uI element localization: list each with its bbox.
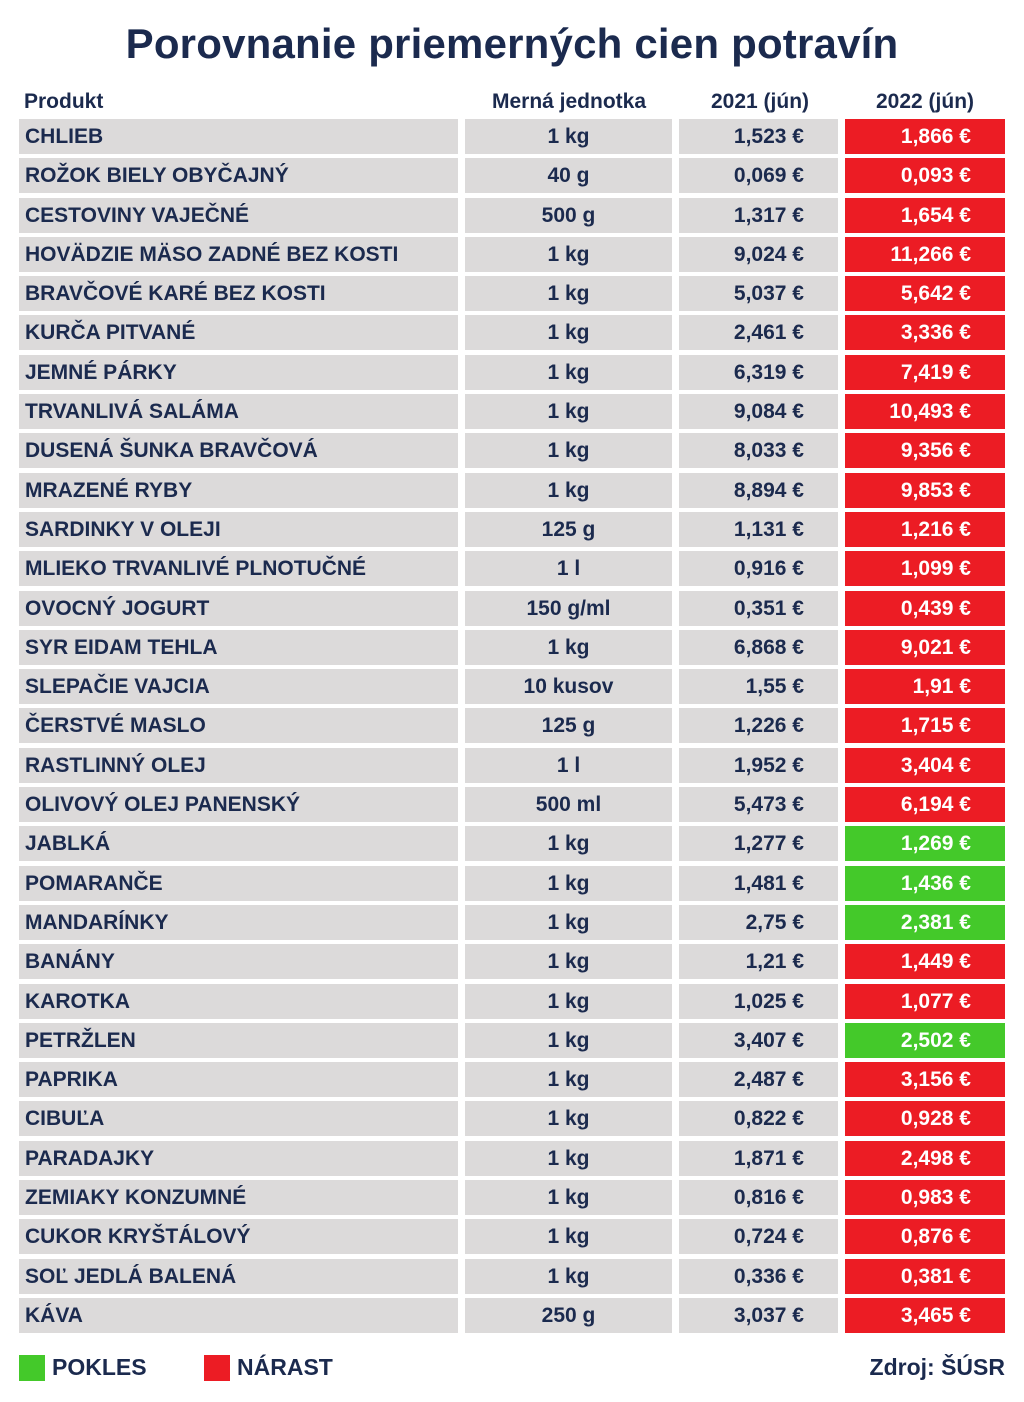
- unit-cell: 1 kg: [465, 1101, 672, 1136]
- table-row: [0, 237, 1024, 276]
- unit-cell: 125 g: [465, 512, 672, 547]
- unit-cell: 1 kg: [465, 1141, 672, 1176]
- price-2022-cell: 1,91 €: [845, 669, 1005, 704]
- price-2021-cell: 1,952 €: [679, 748, 838, 783]
- price-2021-cell: 1,025 €: [679, 984, 838, 1019]
- price-2021-cell: 0,351 €: [679, 591, 838, 626]
- product-cell: PAPRIKA: [19, 1062, 458, 1097]
- table-row: [0, 1259, 1024, 1298]
- product-cell: SLEPAČIE VAJCIA: [19, 669, 458, 704]
- unit-cell: 500 ml: [465, 787, 672, 822]
- table-row: [0, 1101, 1024, 1140]
- product-cell: HOVÄDZIE MÄSO ZADNÉ BEZ KOSTI: [19, 237, 458, 272]
- product-cell: ČERSTVÉ MASLO: [19, 708, 458, 743]
- price-2022-cell: 1,436 €: [845, 866, 1005, 901]
- table-row: [0, 119, 1024, 158]
- product-cell: JABLKÁ: [19, 826, 458, 861]
- price-2022-cell: 1,216 €: [845, 512, 1005, 547]
- table-row: [0, 1298, 1024, 1337]
- legend-increase-label: NÁRAST: [237, 1354, 333, 1380]
- price-2022-cell: 0,093 €: [845, 158, 1005, 193]
- unit-cell: 10 kusov: [465, 669, 672, 704]
- unit-cell: 250 g: [465, 1298, 672, 1333]
- product-cell: KURČA PITVANÉ: [19, 315, 458, 350]
- unit-cell: 500 g: [465, 198, 672, 233]
- price-2021-cell: 6,319 €: [679, 355, 838, 390]
- header-2022: 2022 (jún): [875, 90, 975, 113]
- product-cell: CESTOVINY VAJEČNÉ: [19, 198, 458, 233]
- price-2022-cell: 6,194 €: [845, 787, 1005, 822]
- product-cell: SYR EIDAM TEHLA: [19, 630, 458, 665]
- product-cell: POMARANČE: [19, 866, 458, 901]
- product-cell: SOĽ JEDLÁ BALENÁ: [19, 1259, 458, 1294]
- price-2021-cell: 8,033 €: [679, 433, 838, 468]
- price-2022-cell: 3,336 €: [845, 315, 1005, 350]
- price-table: [0, 119, 1024, 1337]
- price-2022-cell: 3,156 €: [845, 1062, 1005, 1097]
- table-header: [0, 88, 1024, 116]
- price-2022-cell: 5,642 €: [845, 276, 1005, 311]
- table-row: [0, 708, 1024, 747]
- price-2022-cell: 3,465 €: [845, 1298, 1005, 1333]
- price-2022-cell: 0,983 €: [845, 1180, 1005, 1215]
- product-cell: RASTLINNÝ OLEJ: [19, 748, 458, 783]
- product-cell: JEMNÉ PÁRKY: [19, 355, 458, 390]
- unit-cell: 1 kg: [465, 394, 672, 429]
- price-2022-cell: 9,021 €: [845, 630, 1005, 665]
- table-row: [0, 512, 1024, 551]
- unit-cell: 1 kg: [465, 1219, 672, 1254]
- price-2021-cell: 2,461 €: [679, 315, 838, 350]
- header-2021: 2021 (jún): [710, 90, 810, 113]
- unit-cell: 1 kg: [465, 630, 672, 665]
- table-row: [0, 1180, 1024, 1219]
- table-row: [0, 355, 1024, 394]
- unit-cell: 1 l: [465, 551, 672, 586]
- price-2021-cell: 0,822 €: [679, 1101, 838, 1136]
- product-cell: BRAVČOVÉ KARÉ BEZ KOSTI: [19, 276, 458, 311]
- table-row: [0, 1219, 1024, 1258]
- price-2021-cell: 0,336 €: [679, 1259, 838, 1294]
- price-2021-cell: 0,724 €: [679, 1219, 838, 1254]
- header-product: Produkt: [24, 90, 104, 113]
- unit-cell: 1 kg: [465, 1259, 672, 1294]
- table-row: [0, 433, 1024, 472]
- unit-cell: 1 kg: [465, 1023, 672, 1058]
- unit-cell: 1 kg: [465, 905, 672, 940]
- price-2022-cell: 0,381 €: [845, 1259, 1005, 1294]
- table-row: [0, 944, 1024, 983]
- unit-cell: 1 kg: [465, 1062, 672, 1097]
- product-cell: MRAZENÉ RYBY: [19, 473, 458, 508]
- price-2022-cell: 1,866 €: [845, 119, 1005, 154]
- increase-swatch: [204, 1355, 230, 1381]
- price-2021-cell: 0,069 €: [679, 158, 838, 193]
- unit-cell: 40 g: [465, 158, 672, 193]
- unit-cell: 1 kg: [465, 473, 672, 508]
- table-row: [0, 787, 1024, 826]
- product-cell: PETRŽLEN: [19, 1023, 458, 1058]
- table-row: [0, 394, 1024, 433]
- price-2022-cell: 2,502 €: [845, 1023, 1005, 1058]
- unit-cell: 1 kg: [465, 315, 672, 350]
- product-cell: ZEMIAKY KONZUMNÉ: [19, 1180, 458, 1215]
- legend-decrease-label: POKLES: [52, 1354, 147, 1380]
- price-2021-cell: 9,084 €: [679, 394, 838, 429]
- table-row: [0, 551, 1024, 590]
- product-cell: DUSENÁ ŠUNKA BRAVČOVÁ: [19, 433, 458, 468]
- table-row: [0, 905, 1024, 944]
- table-row: [0, 276, 1024, 315]
- table-row: [0, 473, 1024, 512]
- product-cell: CUKOR KRYŠTÁLOVÝ: [19, 1219, 458, 1254]
- price-2021-cell: 8,894 €: [679, 473, 838, 508]
- product-cell: SARDINKY V OLEJI: [19, 512, 458, 547]
- price-2021-cell: 1,277 €: [679, 826, 838, 861]
- price-2021-cell: 1,21 €: [679, 944, 838, 979]
- price-2021-cell: 3,407 €: [679, 1023, 838, 1058]
- product-cell: ROŽOK BIELY OBYČAJNÝ: [19, 158, 458, 193]
- decrease-swatch: [19, 1355, 45, 1381]
- product-cell: TRVANLIVÁ SALÁMA: [19, 394, 458, 429]
- price-2021-cell: 0,816 €: [679, 1180, 838, 1215]
- price-2022-cell: 0,439 €: [845, 591, 1005, 626]
- price-2021-cell: 1,871 €: [679, 1141, 838, 1176]
- unit-cell: 1 kg: [465, 355, 672, 390]
- table-row: [0, 198, 1024, 237]
- product-cell: BANÁNY: [19, 944, 458, 979]
- table-row: [0, 866, 1024, 905]
- price-2021-cell: 1,481 €: [679, 866, 838, 901]
- price-2022-cell: 3,404 €: [845, 748, 1005, 783]
- price-2022-cell: 1,099 €: [845, 551, 1005, 586]
- table-row: [0, 826, 1024, 865]
- unit-cell: 1 kg: [465, 276, 672, 311]
- unit-cell: 1 kg: [465, 944, 672, 979]
- unit-cell: 150 g/ml: [465, 591, 672, 626]
- price-2022-cell: 2,498 €: [845, 1141, 1005, 1176]
- price-2021-cell: 1,131 €: [679, 512, 838, 547]
- legend: [0, 1352, 1024, 1384]
- table-row: [0, 1062, 1024, 1101]
- price-2022-cell: 1,449 €: [845, 944, 1005, 979]
- source-label: Zdroj: ŠÚSR: [869, 1354, 1005, 1380]
- price-2022-cell: 11,266 €: [845, 237, 1005, 272]
- price-2022-cell: 7,419 €: [845, 355, 1005, 390]
- price-2021-cell: 1,55 €: [679, 669, 838, 704]
- product-cell: OVOCNÝ JOGURT: [19, 591, 458, 626]
- price-2022-cell: 0,876 €: [845, 1219, 1005, 1254]
- price-2022-cell: 9,356 €: [845, 433, 1005, 468]
- table-row: [0, 669, 1024, 708]
- unit-cell: 1 kg: [465, 984, 672, 1019]
- table-row: [0, 630, 1024, 669]
- price-2022-cell: 2,381 €: [845, 905, 1005, 940]
- price-2021-cell: 1,317 €: [679, 198, 838, 233]
- price-2022-cell: 1,654 €: [845, 198, 1005, 233]
- table-row: [0, 315, 1024, 354]
- price-2022-cell: 1,715 €: [845, 708, 1005, 743]
- price-2021-cell: 5,037 €: [679, 276, 838, 311]
- product-cell: OLIVOVÝ OLEJ PANENSKÝ: [19, 787, 458, 822]
- price-2022-cell: 1,077 €: [845, 984, 1005, 1019]
- price-2022-cell: 9,853 €: [845, 473, 1005, 508]
- unit-cell: 1 kg: [465, 1180, 672, 1215]
- price-2021-cell: 2,487 €: [679, 1062, 838, 1097]
- price-2021-cell: 3,037 €: [679, 1298, 838, 1333]
- table-row: [0, 1023, 1024, 1062]
- product-cell: KAROTKA: [19, 984, 458, 1019]
- price-2022-cell: 1,269 €: [845, 826, 1005, 861]
- unit-cell: 1 kg: [465, 119, 672, 154]
- product-cell: MLIEKO TRVANLIVÉ PLNOTUČNÉ: [19, 551, 458, 586]
- product-cell: CHLIEB: [19, 119, 458, 154]
- unit-cell: 125 g: [465, 708, 672, 743]
- product-cell: CIBUĽA: [19, 1101, 458, 1136]
- product-cell: PARADAJKY: [19, 1141, 458, 1176]
- product-cell: MANDARÍNKY: [19, 905, 458, 940]
- table-row: [0, 1141, 1024, 1180]
- price-2022-cell: 10,493 €: [845, 394, 1005, 429]
- price-2021-cell: 6,868 €: [679, 630, 838, 665]
- header-unit: Merná jednotka: [491, 90, 647, 113]
- table-row: [0, 984, 1024, 1023]
- product-cell: KÁVA: [19, 1298, 458, 1333]
- table-row: [0, 591, 1024, 630]
- table-row: [0, 158, 1024, 197]
- page-title: Porovnanie priemerných cien potravín: [125, 20, 899, 67]
- price-2021-cell: 0,916 €: [679, 551, 838, 586]
- unit-cell: 1 kg: [465, 866, 672, 901]
- price-2021-cell: 2,75 €: [679, 905, 838, 940]
- price-2021-cell: 5,473 €: [679, 787, 838, 822]
- unit-cell: 1 kg: [465, 826, 672, 861]
- unit-cell: 1 kg: [465, 237, 672, 272]
- table-row: [0, 748, 1024, 787]
- unit-cell: 1 l: [465, 748, 672, 783]
- unit-cell: 1 kg: [465, 433, 672, 468]
- price-2021-cell: 1,226 €: [679, 708, 838, 743]
- price-2021-cell: 1,523 €: [679, 119, 838, 154]
- price-2022-cell: 0,928 €: [845, 1101, 1005, 1136]
- price-2021-cell: 9,024 €: [679, 237, 838, 272]
